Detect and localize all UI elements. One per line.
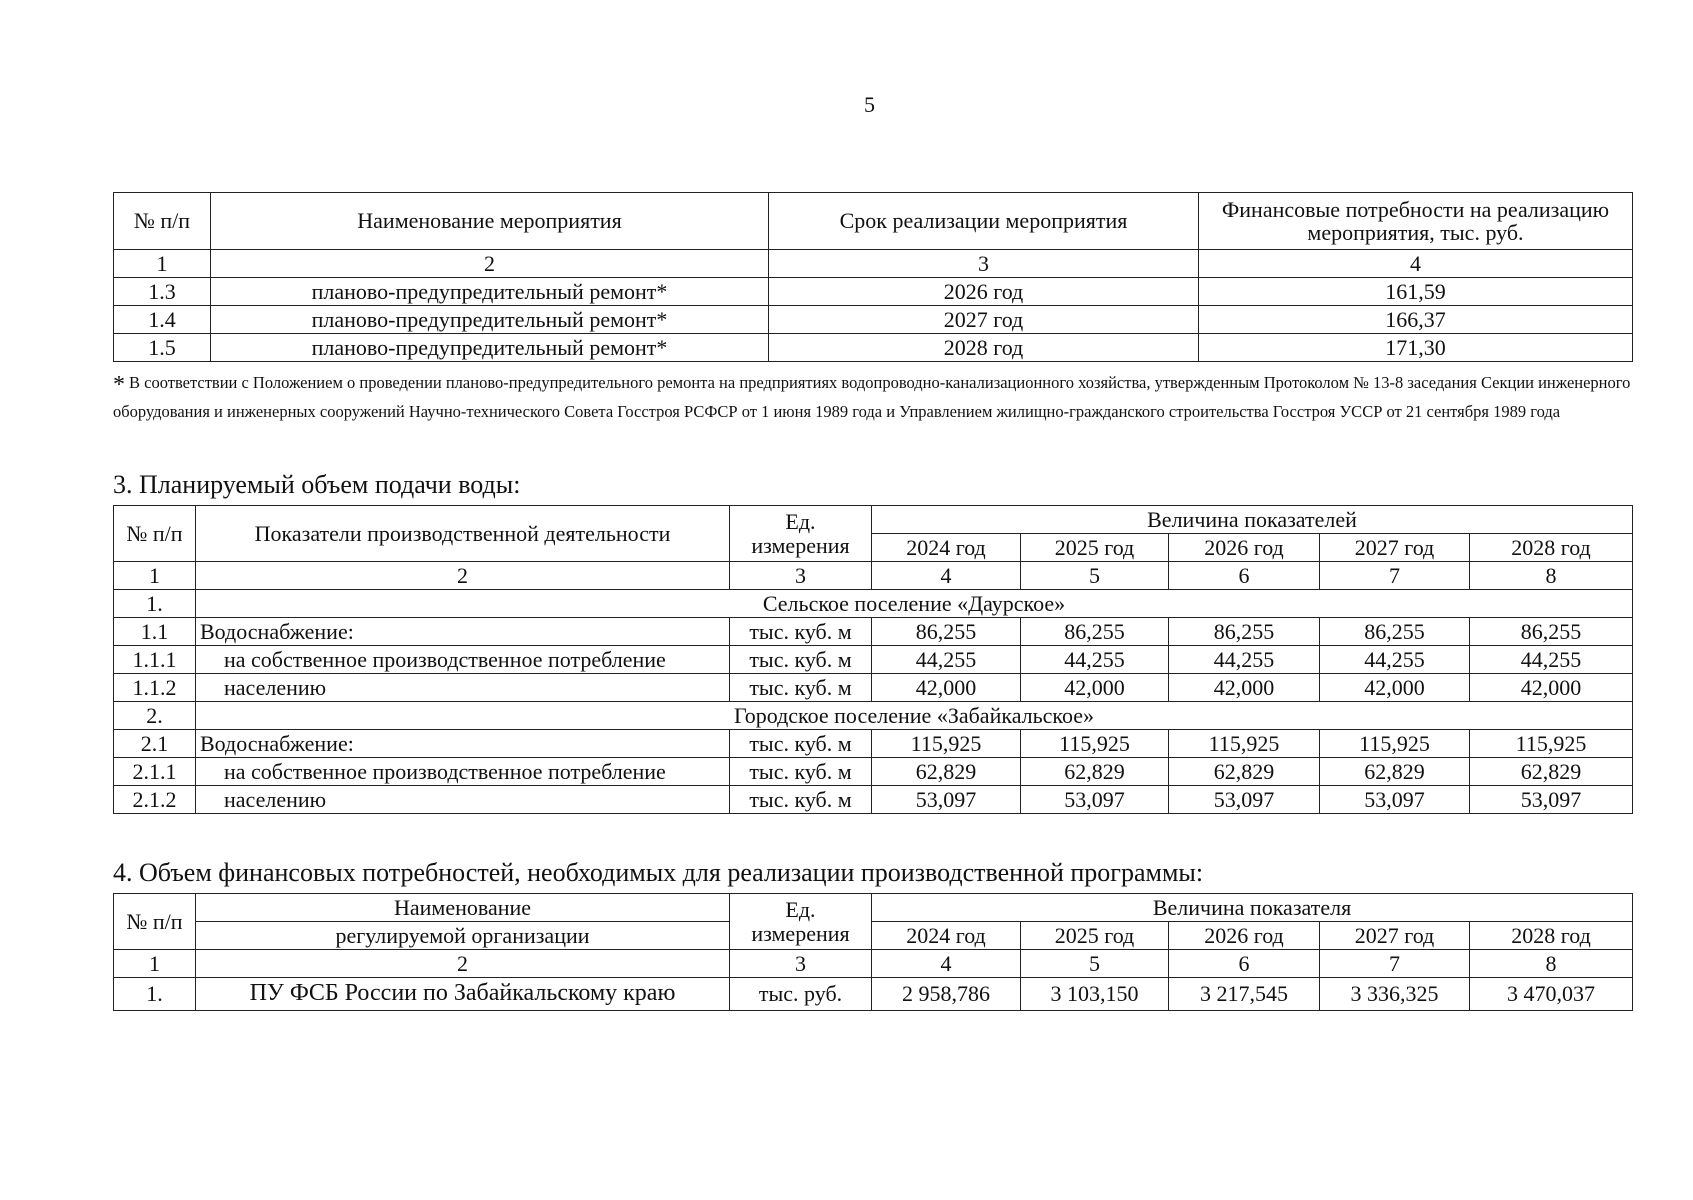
year-cell: 2025 год — [1021, 922, 1169, 950]
table-row — [114, 306, 1633, 334]
value-cell: 115,925 — [1470, 730, 1633, 758]
group-row — [114, 702, 1633, 730]
row-number: 2.1 — [114, 730, 196, 758]
index-cell: 1 — [114, 950, 196, 978]
table-header-row — [114, 894, 1633, 922]
column-index-row — [114, 562, 1633, 590]
group-row — [114, 590, 1633, 618]
index-cell: 4 — [872, 950, 1021, 978]
value-cell: 44,255 — [1169, 646, 1320, 674]
table-row — [114, 730, 1633, 758]
group-number: 2. — [114, 702, 196, 730]
index-cell: 8 — [1470, 562, 1633, 590]
value-cell: 44,255 — [1320, 646, 1470, 674]
indicator-name: Водоснабжение: — [196, 618, 730, 646]
value-cell: 3 336,325 — [1320, 978, 1470, 1011]
column-index-row — [114, 950, 1633, 978]
value-cell: 86,255 — [1169, 618, 1320, 646]
header-cell: Величина показателей — [872, 506, 1633, 534]
group-number: 1. — [114, 590, 196, 618]
table-row — [114, 978, 1633, 1011]
value-cell: 42,000 — [1320, 674, 1470, 702]
table-row — [114, 618, 1633, 646]
unit-cell: тыс. куб. м — [730, 618, 872, 646]
value-cell: 53,097 — [1169, 786, 1320, 814]
value-cell: 62,829 — [1169, 758, 1320, 786]
index-cell: 6 — [1169, 562, 1320, 590]
header-cell: Срок реализации мероприятия — [769, 193, 1199, 250]
indicator-name: Водоснабжение: — [196, 730, 730, 758]
value-cell: 42,000 — [1169, 674, 1320, 702]
unit-cell: тыс. куб. м — [730, 674, 872, 702]
group-name: Городское поселение «Забайкальское» — [196, 702, 1633, 730]
unit-cell: тыс. куб. м — [730, 758, 872, 786]
value-cell: 2 958,786 — [872, 978, 1021, 1011]
index-cell: 2 — [196, 562, 730, 590]
header-cell: Наименование — [196, 894, 730, 922]
activity-term: 2028 год — [769, 334, 1199, 362]
header-cell: Наименование мероприятия — [211, 193, 769, 250]
value-cell: 44,255 — [1470, 646, 1633, 674]
index-cell: 3 — [730, 562, 872, 590]
footnote-text: В соответствии с Положением о проведении планово-предупредительного ремонта на предприятиях водопроводно-канализационного хозяйства, утвержденным Протоколом № 13-8 заседания Секции инженерного оборудования и инженерных сооружений Научно-технического Совета Госстроя РСФСР от 1 июня 1989 года и Управлением жилищно-гражданского строительства Госстроя УССР от 21 сентября 1989 года — [113, 373, 1631, 422]
table-row — [114, 758, 1633, 786]
year-cell: 2025 год — [1021, 534, 1169, 562]
value-cell: 86,255 — [1320, 618, 1470, 646]
header-cell: Показатели производственной деятельности — [196, 506, 730, 562]
index-cell: 1 — [114, 562, 196, 590]
value-cell: 115,925 — [1021, 730, 1169, 758]
table-row — [114, 786, 1633, 814]
activity-term: 2026 год — [769, 278, 1199, 306]
row-number: 1. — [114, 978, 196, 1011]
value-cell: 115,925 — [1320, 730, 1470, 758]
index-cell: 3 — [730, 950, 872, 978]
unit-cell: тыс. куб. м — [730, 730, 872, 758]
row-number: 1.1.1 — [114, 646, 196, 674]
activity-amount: 166,37 — [1199, 306, 1633, 334]
value-cell: 62,829 — [1470, 758, 1633, 786]
section-3-title: 3. Планируемый объем подачи воды: — [113, 470, 521, 499]
value-cell: 53,097 — [1320, 786, 1470, 814]
year-cell: 2027 год — [1320, 534, 1470, 562]
column-index-row — [114, 250, 1633, 278]
unit-cell: тыс. куб. м — [730, 786, 872, 814]
year-cell: 2027 год — [1320, 922, 1470, 950]
unit-cell: тыс. куб. м — [730, 646, 872, 674]
table-row — [114, 646, 1633, 674]
value-cell: 115,925 — [872, 730, 1021, 758]
index-cell: 3 — [769, 250, 1199, 278]
activity-amount: 161,59 — [1199, 278, 1633, 306]
value-cell: 3 103,150 — [1021, 978, 1169, 1011]
value-cell: 53,097 — [1470, 786, 1633, 814]
table-row — [114, 334, 1633, 362]
index-cell: 7 — [1320, 562, 1470, 590]
row-number: 1.3 — [114, 278, 211, 306]
row-number: 1.1.2 — [114, 674, 196, 702]
group-name: Сельское поселение «Даурское» — [196, 590, 1633, 618]
index-cell: 8 — [1470, 950, 1633, 978]
header-cell: Величина показателя — [872, 894, 1633, 922]
page-number: 5 — [864, 92, 875, 117]
value-cell: 42,000 — [1021, 674, 1169, 702]
maintenance-table — [113, 192, 1633, 362]
value-cell: 86,255 — [1021, 618, 1169, 646]
unit-cell: тыс. руб. — [730, 978, 872, 1011]
activity-term: 2027 год — [769, 306, 1199, 334]
section-4-title: 4. Объем финансовых потребностей, необходимых для реализации производственной программы: — [113, 858, 1204, 887]
header-cell: Ед. измерения — [730, 506, 872, 562]
value-cell: 62,829 — [1021, 758, 1169, 786]
header-cell: Ед. измерения — [730, 894, 872, 950]
value-cell: 42,000 — [1470, 674, 1633, 702]
row-number: 1.5 — [114, 334, 211, 362]
index-cell: 1 — [114, 250, 211, 278]
indicator-name: населению — [196, 674, 730, 702]
table-header-row — [114, 506, 1633, 534]
table-row — [114, 278, 1633, 306]
index-cell: 4 — [1199, 250, 1633, 278]
index-cell: 4 — [872, 562, 1021, 590]
water-supply-table — [113, 505, 1633, 814]
value-cell: 86,255 — [1470, 618, 1633, 646]
indicator-name: на собственное производственное потребление — [196, 758, 730, 786]
activity-name: планово-предупредительный ремонт* — [211, 334, 769, 362]
year-cell: 2024 год — [872, 922, 1021, 950]
index-cell: 5 — [1021, 950, 1169, 978]
header-cell: № п/п — [114, 193, 211, 250]
year-cell: 2028 год — [1470, 922, 1633, 950]
index-cell: 7 — [1320, 950, 1470, 978]
organization-name: ПУ ФСБ России по Забайкальскому краю — [196, 978, 730, 1011]
financial-needs-table — [113, 893, 1633, 1011]
header-cell: № п/п — [114, 506, 196, 562]
year-cell: 2026 год — [1169, 534, 1320, 562]
row-number: 1.1 — [114, 618, 196, 646]
table-row — [114, 674, 1633, 702]
value-cell: 42,000 — [872, 674, 1021, 702]
value-cell: 3 470,037 — [1470, 978, 1633, 1011]
value-cell: 53,097 — [1021, 786, 1169, 814]
indicator-name: на собственное производственное потребление — [196, 646, 730, 674]
row-number: 2.1.1 — [114, 758, 196, 786]
year-cell: 2026 год — [1169, 922, 1320, 950]
footnote — [113, 369, 1634, 424]
value-cell: 62,829 — [872, 758, 1021, 786]
value-cell: 115,925 — [1169, 730, 1320, 758]
row-number: 1.4 — [114, 306, 211, 334]
header-cell: регулируемой организации — [196, 922, 730, 950]
activity-name: планово-предупредительный ремонт* — [211, 278, 769, 306]
header-cell: № п/п — [114, 894, 196, 950]
year-cell: 2024 год — [872, 534, 1021, 562]
value-cell: 44,255 — [872, 646, 1021, 674]
table-header-row — [114, 193, 1633, 250]
index-cell: 6 — [1169, 950, 1320, 978]
activity-name: планово-предупредительный ремонт* — [211, 306, 769, 334]
value-cell: 86,255 — [872, 618, 1021, 646]
index-cell: 5 — [1021, 562, 1169, 590]
activity-amount: 171,30 — [1199, 334, 1633, 362]
value-cell: 53,097 — [872, 786, 1021, 814]
indicator-name: населению — [196, 786, 730, 814]
row-number: 2.1.2 — [114, 786, 196, 814]
index-cell: 2 — [196, 950, 730, 978]
value-cell: 44,255 — [1021, 646, 1169, 674]
value-cell: 62,829 — [1320, 758, 1470, 786]
year-header-row — [114, 922, 1633, 950]
value-cell: 3 217,545 — [1169, 978, 1320, 1011]
year-cell: 2028 год — [1470, 534, 1633, 562]
header-cell: Финансовые потребности на реализацию мероприятия, тыс. руб. — [1199, 193, 1633, 250]
footnote-star: * — [113, 372, 125, 398]
index-cell: 2 — [211, 250, 769, 278]
